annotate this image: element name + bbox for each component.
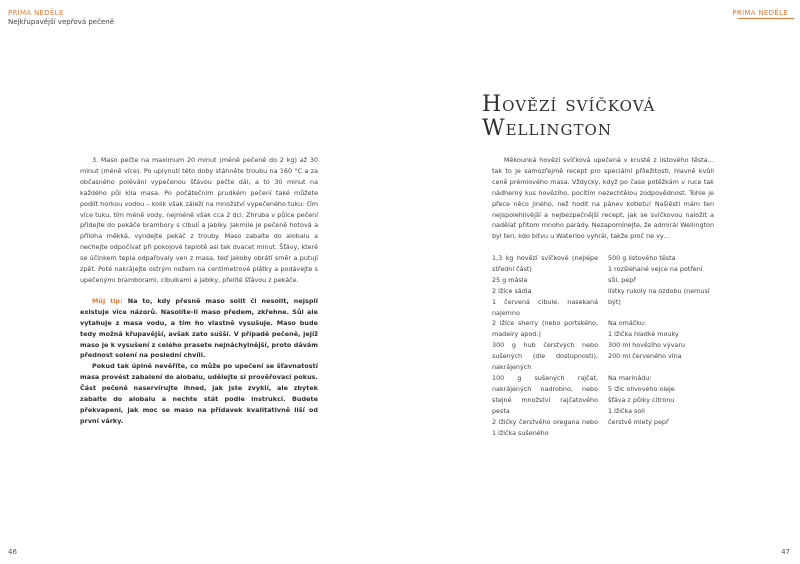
ingredient-item: 2 lžičky čerstvého oregana nebo 1 lžička sušeného (492, 417, 598, 437)
ingredient-item: 1 lžička soli (608, 406, 645, 415)
ingredient-item: sůl, pepř (608, 275, 636, 284)
ingredient-item: 200 ml červeného vína (608, 352, 682, 361)
recipe-title-line-2: Wellington (482, 116, 612, 141)
ingredient-item: 500 g listového těsta (608, 254, 676, 262)
ingredient-item: 2 lžíce sádla (492, 286, 532, 295)
ingredient-item: čerstvě mletý pepř (608, 417, 669, 426)
recipe-intro (492, 155, 714, 242)
ingredient-item: 1,3 kg hovězí svíčkové (nejlépe střední část) (492, 254, 598, 273)
tip-paragraph (80, 296, 318, 361)
recipe-title-line-1: Hovězí svíčková (482, 92, 656, 117)
ingredient-item: 100 g sušených rajčat, nakrájených nadrobno, nebo stejné množství rajčatového pesta (492, 373, 598, 415)
ingredient-item: 1 červená cibule, nasekaná najemno (492, 297, 598, 317)
ingredient-item: 300 g hub čerstvých nebo sušených (dle dostupnosti), nakrájených (492, 341, 598, 372)
ingredient-item: 5 lžic olivového oleje (608, 384, 675, 393)
left-body-text (80, 155, 318, 427)
left-running-subtitle: Nejkřupavější vepřová pečeně (8, 18, 115, 26)
marinade-heading: Na marinádu: (608, 373, 652, 382)
page-number-left: 46 (8, 548, 17, 556)
tip-followup: Pokud tak úplně nevěříte, co může po upečení se šťavnatostí masa provést zabalení do alobalu, udělejte si prověřovací pokus. Část pečeně naservírujte ihned, jak jste zvyklí, ale zbytek zabalte do alobalu a nechte stát podle instrukcí. Budete překvapeni, jak moc se maso na přídavek kvalitativně liší od první várky. (80, 362, 318, 425)
ingredient-item: šťáva z půlky citronu (608, 395, 675, 404)
ingredient-item: lístky rukoly na ozdobu (nemusí být) (608, 286, 710, 306)
ingredient-item: 1 rozšlehané vejce na potření (608, 264, 703, 273)
tip-text: Na to, kdy přesně maso solit či nesolit, nejsplí existuje více názorů. Nasolíte-li maso předem, zkřehne. Sůl ale vytahuje z masa vodu, a tím ho vlastně vysušuje. Maso bude tedy možná křupavější, avšak zato sušší. V případě pečeně, jejíž maso je k vysušení z celého prasete nejnáchylnější, proto dávám přednost solení na poslední chvíli. (80, 296, 318, 360)
right-running-head: PRIMA NEDĚLE (732, 9, 788, 17)
ingredient-gap (608, 362, 718, 373)
ingredients-right (608, 253, 718, 427)
page-number-right: 47 (781, 548, 790, 556)
recipe-title (482, 93, 782, 141)
recipe-intro-text: Měkounká hovězí svíčková upečená v krustě z listového těsta… tak to je samozřejmě recept pro speciální příležitosti, hlavně kvůli ceně prémiového masa. Vždycky, když po čase potěžkám v ruce tak nádherný kus hovězího, pocítím nezechtělou zodpovědnost. Tohle je přece něco jiného, než hodit na pánev kotletu! Našlěsti mám ten nejspolehlivější a nejbezpečnější recept, jak se svíčkovou naložit a nadělat přitom mnoho parády. Nezapomínejte, že admirál Wellington byl ten, kdo bitvu u Waterloo vyhrál, takže proč ne vy… (492, 156, 714, 241)
right-page (400, 0, 800, 564)
method-step-3: 3. Maso pečte na maximum 20 minut (méně pečeně do 2 kg) až 30 minut (méně více). Po uplynutí této doby stáhněte troubu na 160 °C a za občasného polévání vypečenou šťávou pečte dál, a to 30 minut na každého půl kila masa. Po počátečním prudkém pečení také můžete podlít horkou vodou – kolik však záleží na množství vypečeného tuku: čím více tuku, tím méně vody, nejméně však cca 2 dcl. Zhruba v půlce pečení přidejte do pekáče brambory s cibulí a jablky. Jakmile je pečeně hotová a příloha měkká, vyndejte pekáč z trouby. Maso zabalte do alobalu a nechejte odpočívat při pokojové teplotě asi tak dvacet minut. Šťávy, které se účinkem tepla odpařovaly ven z masa, teď jakoby obrátí směr a putují zpět. Poté nakrájejte ostrým nožem na centimetrové plátky a podávejte s upečenými bramborami, cibulkami a jablky, přelité šťávou z pekáče. (80, 156, 318, 284)
ingredients-left (492, 253, 598, 438)
running-head-rule (738, 18, 794, 19)
ingredient-item: 2 lžíce sherry (nebo portského, madeiry apod.) (492, 319, 598, 339)
sauce-heading: Na omáčku: (608, 319, 647, 328)
ingredient-gap (608, 308, 718, 319)
tip-label: Můj tip: (92, 296, 123, 305)
left-running-head: PRIMA NEDĚLE (8, 9, 64, 17)
ingredient-item: 300 ml hovězího vývaru (608, 341, 685, 350)
ingredient-item: 1 lžička hladké mouky (608, 330, 679, 339)
ingredient-item: 25 g másla (492, 275, 528, 284)
